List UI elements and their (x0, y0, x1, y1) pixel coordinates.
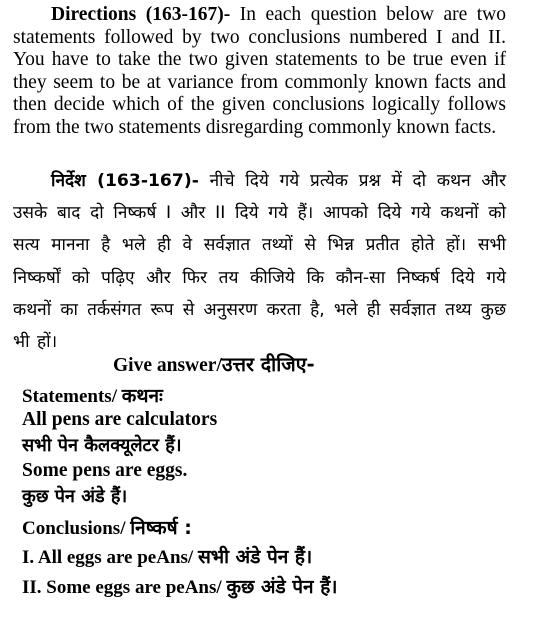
conclusion-2 (22, 573, 338, 599)
statement-1-en: All pens are calculators (22, 409, 218, 430)
statements-heading (22, 382, 163, 408)
statement-2-en: Some pens are eggs. (22, 460, 188, 481)
conclusion-2-hi: कुछ अंडे पेन हैं। (226, 576, 338, 598)
statements-heading-en: Statements/ (22, 386, 122, 407)
conclusion-2-en: II. Some eggs are peAns/ (22, 577, 227, 598)
give-answer-hi: उत्तर दीजिए- (221, 353, 315, 376)
give-answer-line (113, 350, 315, 377)
statement-1-hi: सभी पेन कैलक्यूलेटर हैं। (22, 435, 182, 456)
conclusions-heading (22, 514, 192, 540)
directions-heading-hi: निर्देश (163-167)- (51, 171, 199, 191)
conclusions-heading-hi: निष्कर्ष : (130, 517, 192, 539)
statement-2-hi: कुछ पेन अंडे हैं। (22, 486, 128, 507)
directions-body-hi: नीचे दिये गये प्रत्येक प्रश्न में दो कथन और उसके बाद दो निष्कर्ष I और II दिये गये हैं। आपको दिये गये कथनों को सत्य मानना है भले ही वे सर्वज्ञात तथ्यों से भिन्न प्रतीत होते हों। सभी निष्कर्षों को पढ़िए और फिर तय कीजिये कि कौन-सा निष्कर्ष दिये गये कथनों का तर्कसंगत रूप से अनुसरण करता है, भले ही सर्वज्ञात तथ्य कुछ भी हों। (13, 171, 506, 353)
conclusion-1 (22, 543, 312, 569)
conclusions-heading-en: Conclusions/ (22, 518, 131, 539)
directions-hindi (13, 165, 506, 358)
statements-heading-hi: कथनः (121, 385, 163, 407)
give-answer-en: Give answer/ (113, 355, 222, 376)
directions-body-en: In each question below are two statements followed by two conclusions numbered I and II. You have to take the two given statements to be true even if they seem to be at variance from commonly known facts and then decide which of the given conclusions logically follows from the two statements disregarding commonly known facts. (13, 4, 507, 138)
conclusion-1-hi: सभी अंडे पेन हैं। (197, 546, 313, 568)
directions-english (13, 4, 506, 140)
directions-heading-en: Directions (163-167)- (51, 4, 231, 25)
conclusion-1-en: I. All eggs are peAns/ (22, 547, 198, 568)
